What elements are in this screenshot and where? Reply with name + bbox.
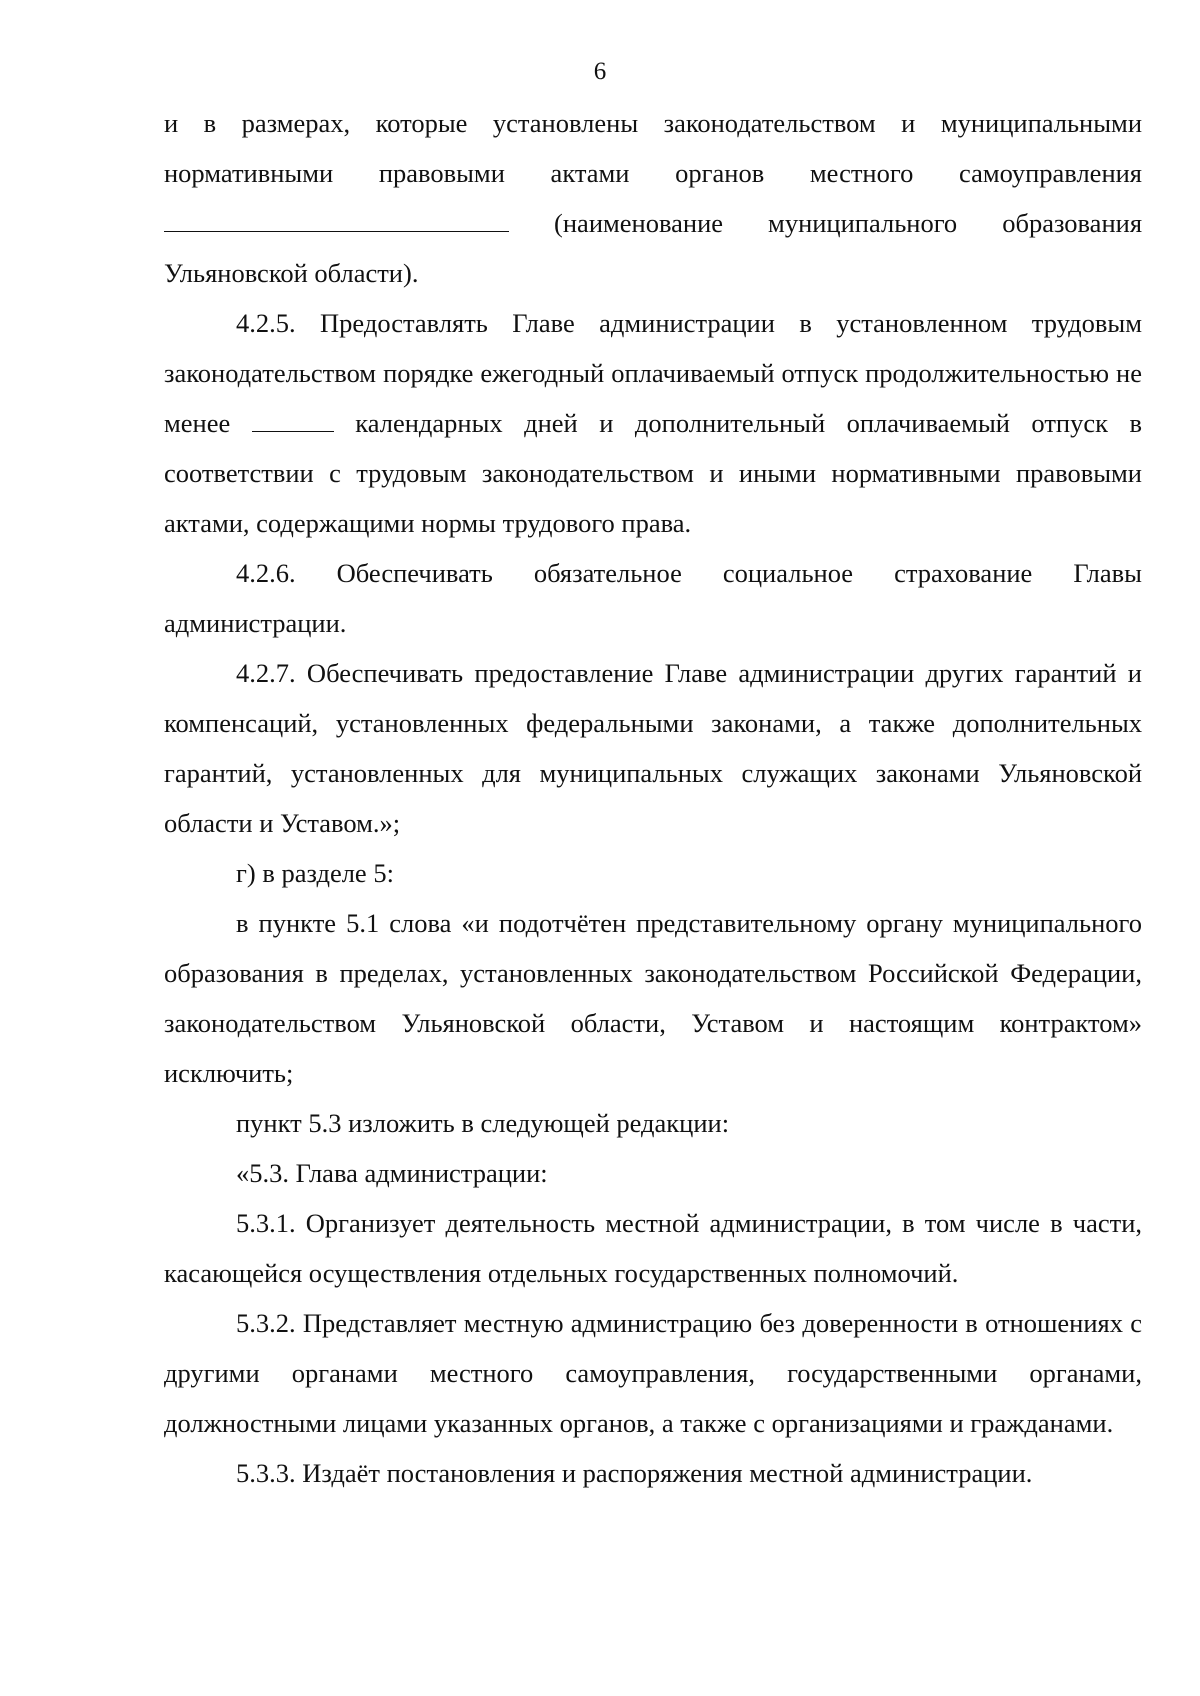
paragraph-4-2-5-text: 4.2.5. Предоставлять Главе администрации в установленном трудовым законодательством порядке ежегодный оплачиваемый отпуск продолжительностью не менее xyxy=(164,308,1142,438)
blank-vacation-days xyxy=(252,411,334,432)
document-body xyxy=(164,98,1142,1498)
paragraph-5-3-2: 5.3.2. Представляет местную администрацию без доверенности в отношениях с другими органами местного самоуправления, государственными органами, должностными лицами указанных органов, а также с организациями и гражданами. xyxy=(164,1308,1142,1438)
blank-municipality-name xyxy=(164,211,509,232)
paragraph-4-2-7: 4.2.7. Обеспечивать предоставление Главе администрации других гарантий и компенсаций, установленных федеральными законами, а также дополнительных гарантий, установленных для муниципальных служащих законами Ульяновской области и Уставом.»; xyxy=(164,658,1142,838)
paragraph-5-3-1: 5.3.1. Организует деятельность местной администрации, в том числе в части, касающейся осуществления отдельных государственных полномочий. xyxy=(164,1208,1142,1288)
paragraph-point-5-3: пункт 5.3 изложить в следующей редакции: xyxy=(236,1108,730,1138)
paragraph-sizes xyxy=(164,98,1142,298)
paragraph-4-2-6: 4.2.6. Обеспечивать обязательное социальное страхование Главы администрации. xyxy=(164,558,1142,638)
page-number: 6 xyxy=(593,58,607,85)
paragraph-5-3-3: 5.3.3. Издаёт постановления и распоряжения местной администрации. xyxy=(236,1458,1033,1488)
paragraph-sizes-text-end: (наименование муниципального образования Ульяновской области). xyxy=(164,208,1143,288)
paragraph-4-2-5 xyxy=(164,298,1142,548)
paragraph-point-5-1: в пункте 5.1 слова «и подотчётен представительному органу муниципального образования в пределах, установленных законодательством Российской Федерации, законодательством Ульяновской области, Уставом и настоящим контрактом» исключить; xyxy=(164,908,1142,1088)
paragraph-5-3-heading: «5.3. Глава администрации: xyxy=(236,1158,548,1188)
paragraph-section-5: г) в разделе 5: xyxy=(236,858,394,888)
paragraph-4-2-5-text-end: календарных дней и дополнительный оплачиваемый отпуск в соответствии с трудовым законодательством и иными нормативными правовыми актами, содержащими нормы трудового права. xyxy=(164,408,1142,538)
paragraph-sizes-text: и в размерах, которые установлены законодательством и муниципальными нормативными правовыми актами органов местного самоуправления xyxy=(164,108,1142,188)
